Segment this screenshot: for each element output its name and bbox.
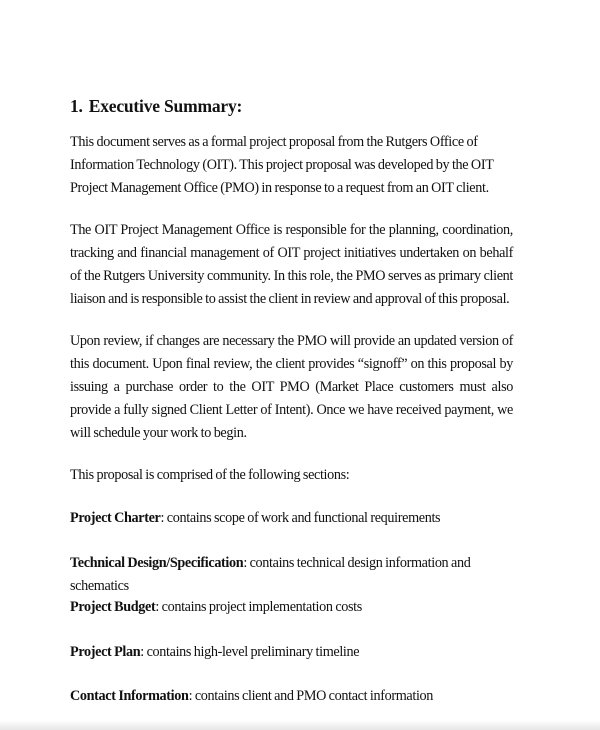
section-description: contains client and PMO contact information: [194, 688, 434, 704]
page-bottom-edge: [0, 720, 600, 730]
section-separator: :: [160, 510, 167, 526]
paragraph-document-purpose: This document serves as a formal project proposal from the Rutgers Office of Information Technology (OIT). This project proposal was developed by the OIT Project Management Office (PMO) in response to a request from an OIT client.: [70, 134, 494, 196]
section-heading: [70, 96, 513, 116]
section-item-project-charter: [70, 507, 513, 552]
section-item-project-budget: [70, 596, 513, 641]
paragraph-review-process: Upon review, if changes are necessary the PMO will provide an updated version of this document. Upon final review, the client provides “signoff” on this proposal by issuing a purchase order to the OIT PMO (Market Place customers must also provide a fully signed Client Letter of Intent). Once we have received payment, we will schedule your work to begin.: [70, 333, 513, 441]
section-description: contains project implementation costs: [161, 599, 362, 615]
sections-intro: This proposal is comprised of the following sections:: [70, 467, 350, 483]
section-term: Project Charter: [70, 510, 161, 526]
section-term: Technical Design/Specification: [70, 554, 244, 571]
section-term: Contact Information: [70, 688, 189, 704]
section-separator: :: [243, 554, 250, 571]
section-description: contains high-level preliminary timeline: [146, 643, 360, 660]
paragraph-pmo-responsibility: The OIT Project Management Office is responsible for the planning, coordination, tracking and financial management of OIT project initiatives undertaken on behalf of the Rutgers University community. In this role, the PMO serves as primary client liaison and is responsible to assist the client in review and approval of this proposal.: [70, 222, 513, 307]
section-separator: :: [140, 643, 147, 660]
section-separator: :: [155, 599, 162, 615]
section-separator: :: [188, 688, 195, 704]
section-term: Project Budget: [70, 599, 156, 615]
section-item-project-plan: [70, 641, 513, 686]
section-number: 1.: [70, 96, 83, 116]
section-title: Executive Summary:: [88, 96, 243, 116]
section-item-technical-design: [70, 552, 513, 597]
section-term: Project Plan: [70, 643, 141, 660]
section-description: contains scope of work and functional requirements: [166, 510, 441, 526]
section-description: contains technical design information and schematics: [70, 554, 471, 594]
document-body: [70, 96, 513, 730]
